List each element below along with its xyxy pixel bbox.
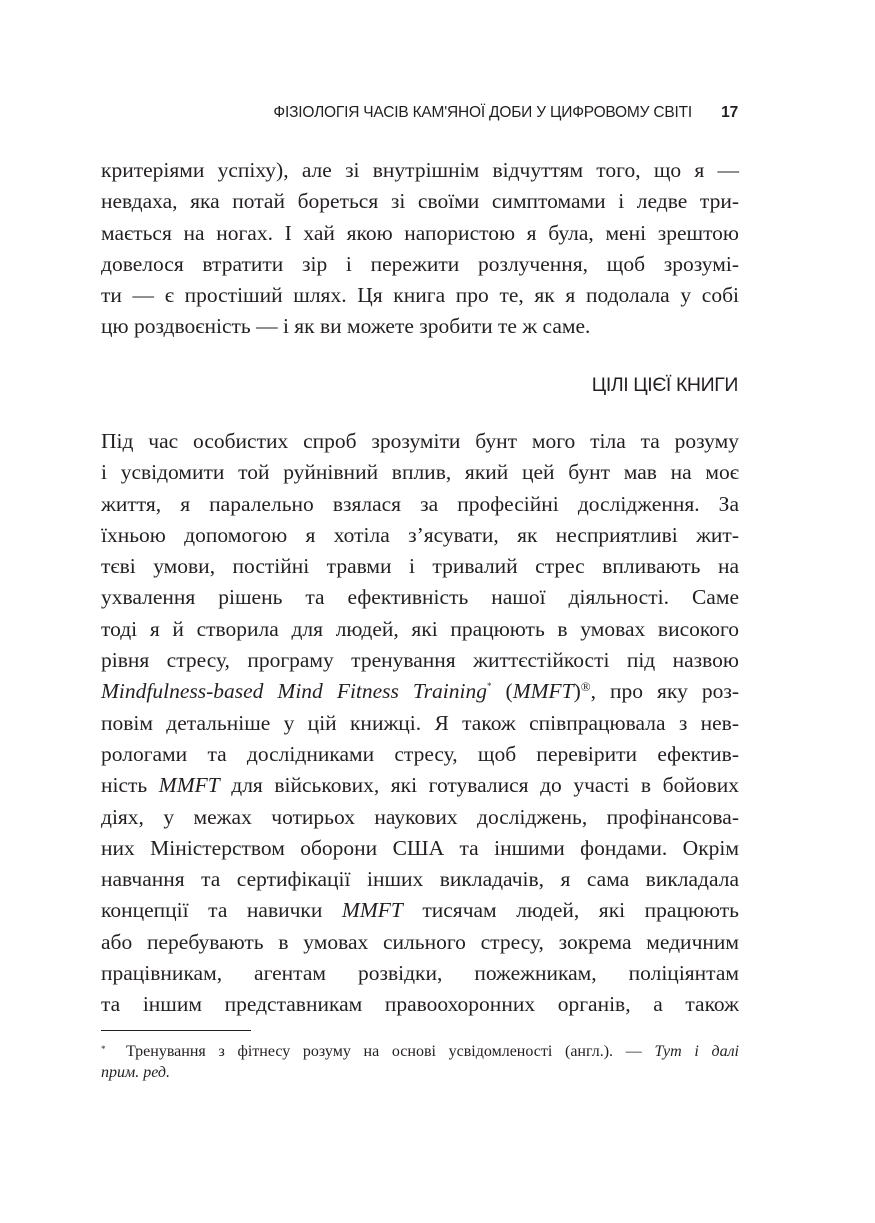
section-heading: ЦІЛІ ЦІЄЇ КНИГИ — [591, 374, 738, 396]
text-line: Під час особистих спроб зрозуміти бунт мого тіла та розуму — [101, 429, 739, 453]
text-line: ухвалення рішень та ефективність нашої діяльності. Саме — [101, 585, 739, 610]
footnote-italic: прим. ред. — [101, 1064, 171, 1081]
footnote-divider — [101, 1030, 251, 1031]
program-abbreviation: MMFT — [512, 679, 574, 704]
text-segment: концепції та навички — [101, 898, 342, 923]
program-title: Mindfulness-based Mind Fitness Training — [101, 679, 488, 704]
text-segment: ність — [101, 773, 159, 798]
footnote-italic: Тут і далі — [654, 1043, 739, 1060]
paragraph-goals — [101, 426, 739, 1021]
footnote-line — [101, 1041, 739, 1062]
footnote-text: Тренування з фітнесу розуму на основі усвідомленості (англ.). — — [126, 1043, 655, 1060]
text-line: довелося втратити зір і пережити розлучення, щоб зрозумі- — [101, 251, 739, 276]
text-line-mmft-title — [101, 676, 739, 707]
text-segment: для військових, які готувалися до участі в бойових — [219, 773, 739, 798]
paren-open: ( — [491, 679, 513, 704]
text-line: рівня стресу, програму тренування життєстійкості під назвою — [101, 648, 739, 673]
text-line: навчання та сертифікації інших викладачів, я сама викладала — [101, 867, 739, 892]
text-line: працівникам, агентам розвідки, пожежникам, поліціянтам — [101, 961, 739, 986]
text-line: повім детальніше у цій книжці. Я також співпрацювала з нев- — [101, 710, 739, 735]
running-head-title: ФІЗІОЛОГІЯ ЧАСІВ КАМ'ЯНОЇ ДОБИ У ЦИФРОВОМУ СВІТІ — [273, 104, 692, 121]
text-line — [101, 895, 739, 926]
footnote-mark: * — [101, 1044, 106, 1054]
text-segment: тисячам людей, які працюють — [402, 898, 739, 923]
registered-mark: ® — [580, 679, 591, 695]
paren-close: ) — [573, 679, 581, 704]
text-line: або перебувають в умовах сильного стресу, зокрема медичним — [101, 929, 739, 954]
text-line: рологами та дослідниками стресу, щоб перевірити ефектив- — [101, 741, 739, 766]
text-line: та іншим представникам правоохоронних органів, а також — [101, 992, 739, 1017]
text-line: мається на ногах. І хай якою напористою я була, мені зрештою — [101, 220, 739, 245]
text-line: і усвідомити той руйнівний вплив, який цей бунт мав на моє — [101, 460, 739, 485]
text-line — [101, 770, 739, 801]
text-line: тєві умови, постійні травми і тривалий стрес впливають на — [101, 554, 739, 579]
text-line: діях, у межах чотирьох наукових досліджень, профінансова- — [101, 804, 739, 829]
text-line: ти — є простіший шлях. Ця книга про те, як я подолала у собі — [101, 283, 739, 308]
paragraph-continued — [101, 155, 739, 343]
text-line: невдаха, яка потай бореться зі своїми симптомами і ледве три- — [101, 189, 739, 214]
text-line: цю роздвоєність — і як ви можете зробити те ж саме. — [101, 314, 591, 339]
text-line: критеріями успіху), але зі внутрішнім відчуттям того, що я — — [101, 158, 739, 182]
footnote — [101, 1041, 739, 1083]
footnote-line — [101, 1062, 739, 1083]
running-head — [100, 104, 738, 126]
program-abbreviation: MMFT — [341, 898, 403, 923]
footnote-reference: * — [487, 681, 492, 692]
text-line: життя, я паралельно взялася за професійні дослідження. За — [101, 491, 739, 516]
program-abbreviation: MMFT — [158, 773, 220, 798]
page-number: 17 — [721, 104, 738, 121]
text-segment: , про яку роз- — [590, 679, 739, 704]
text-line: їхньою допомогою я хотіла з’ясувати, як несприятливі жит- — [101, 522, 739, 547]
text-line: них Міністерством оборони США та іншими фондами. Окрім — [101, 835, 739, 860]
text-line: тоді я й створила для людей, які працюють в умовах високого — [101, 616, 739, 641]
